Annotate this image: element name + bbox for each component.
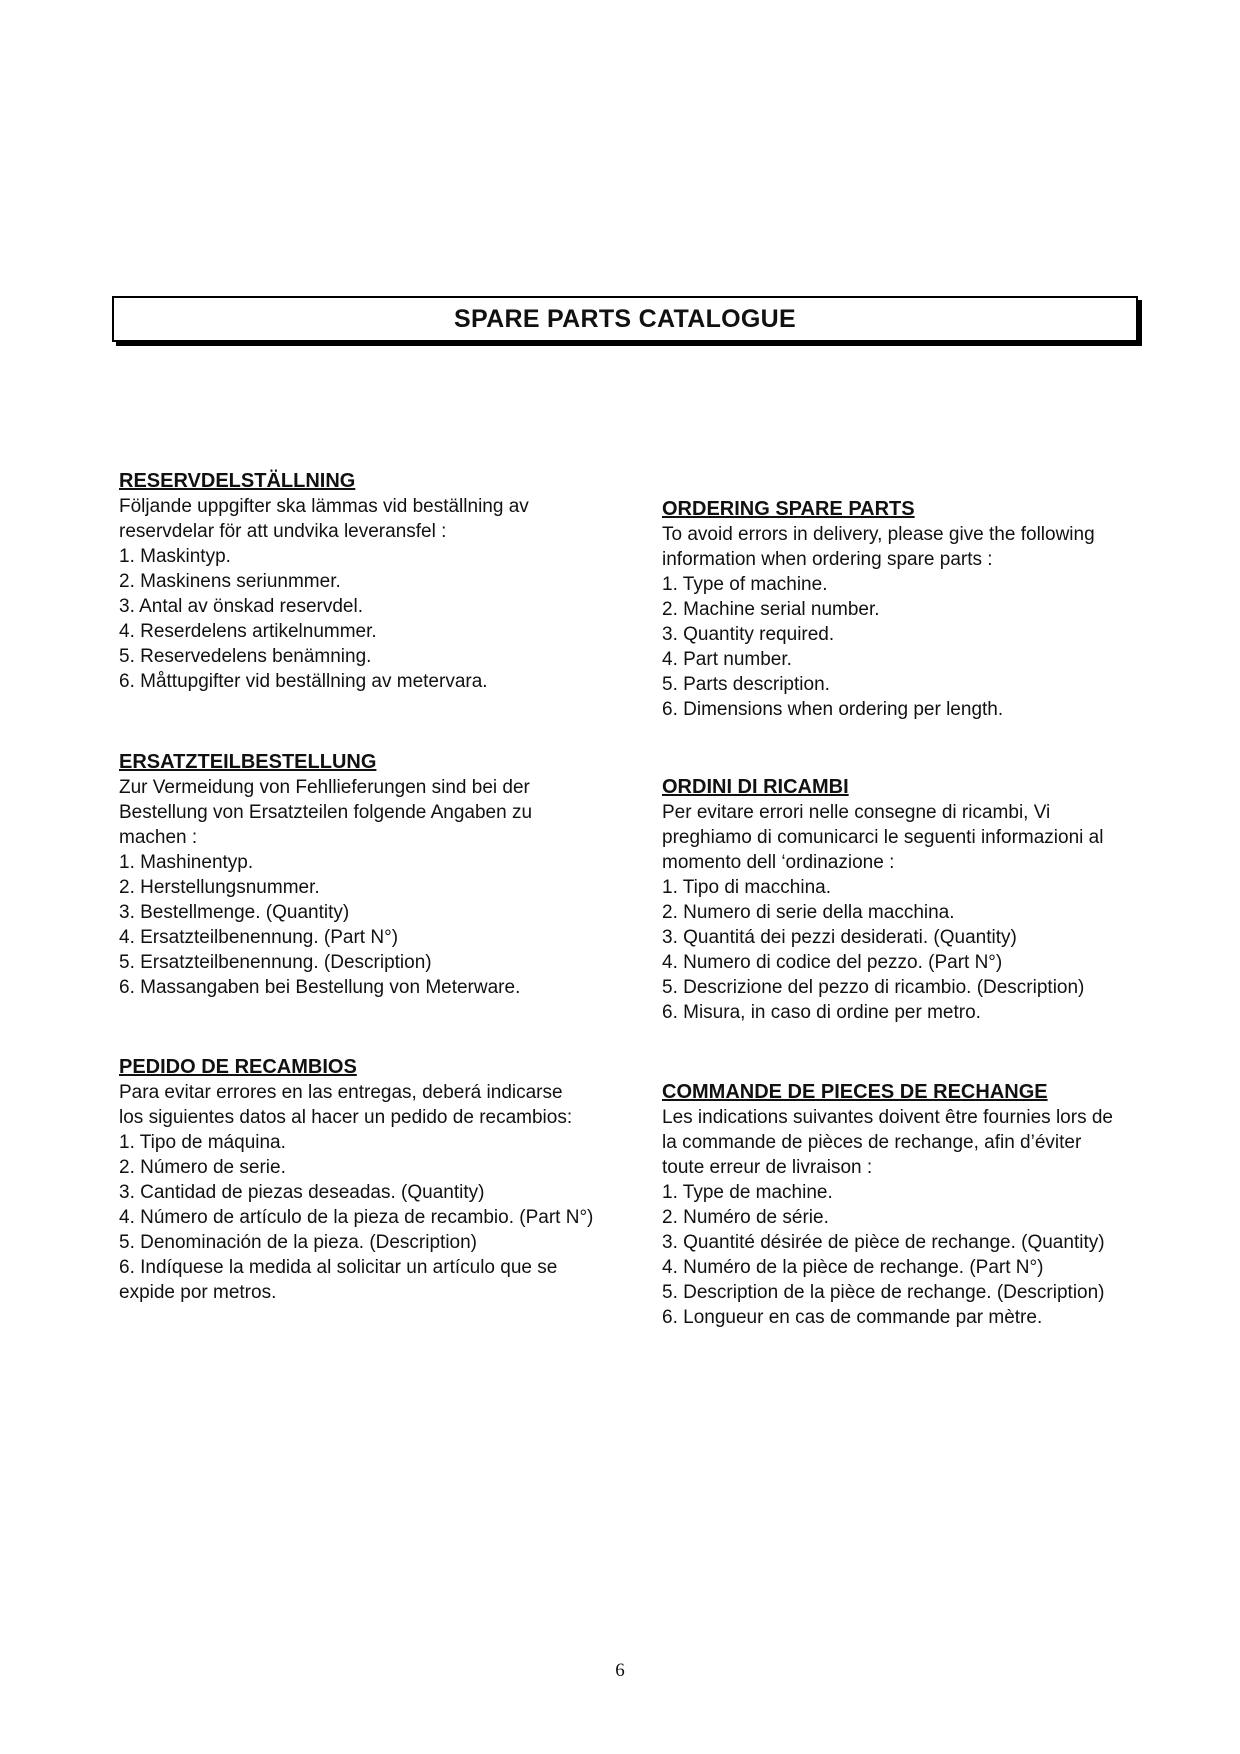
- item-list: [662, 1180, 1162, 1330]
- list-item: 6. Dimensions when ordering per length.: [662, 699, 1004, 720]
- section-heading: COMMANDE DE PIECES DE RECHANGE: [662, 1081, 1048, 1103]
- list-item: 5. Parts description.: [662, 674, 830, 695]
- list-item: 1. Tipo di macchina.: [662, 877, 831, 898]
- list-item: 4. Numéro de la pièce de rechange. (Part N°): [662, 1257, 1044, 1278]
- list-item: 4. Part number.: [662, 649, 792, 670]
- section-heading: RESERVDELSTÄLLNING: [119, 470, 356, 492]
- intro-line: la commande de pièces de rechange, afin d’éviter: [662, 1132, 1082, 1153]
- list-item: 3. Quantité désirée de pièce de rechange. (Quantity): [662, 1232, 1105, 1253]
- list-item: 2. Maskinens seriunmmer.: [119, 571, 341, 592]
- list-item: 2. Numero di serie della macchina.: [662, 902, 955, 923]
- intro-line: momento dell ‘ordinazione :: [662, 852, 895, 873]
- intro-line: toute erreur de livraison :: [662, 1157, 873, 1178]
- list-item: 4. Reserdelens artikelnummer.: [119, 621, 377, 642]
- list-item: 3. Quantitá dei pezzi desiderati. (Quantity): [662, 927, 1017, 948]
- list-item: 1. Type de machine.: [662, 1182, 833, 1203]
- list-item: 4. Número de artículo de la pieza de recambio. (Part N°): [119, 1207, 594, 1228]
- section-heading: PEDIDO DE RECAMBIOS: [119, 1056, 357, 1078]
- intro-line: Bestellung von Ersatzteilen folgende Angaben zu: [119, 802, 533, 823]
- list-item: 3. Quantity required.: [662, 624, 835, 645]
- list-item: 5. Reservedelens benämning.: [119, 646, 372, 667]
- section-heading: ORDERING SPARE PARTS: [662, 498, 915, 520]
- list-item: 4. Numero di codice del pezzo. (Part N°): [662, 952, 1003, 973]
- section-spanish: [119, 1055, 619, 1305]
- list-item: 2. Herstellungsnummer.: [119, 877, 320, 898]
- page-number: 6: [615, 1660, 625, 1681]
- item-list: [119, 850, 619, 1000]
- list-item: 3. Bestellmenge. (Quantity): [119, 902, 350, 923]
- intro-line: Per evitare errori nelle consegne di ricambi, Vi: [662, 802, 1051, 823]
- catalogue-title-box: [112, 296, 1138, 342]
- list-item: 6. Indíquese la medida al solicitar un artículo que se: [119, 1257, 558, 1278]
- list-item: 1. Type of machine.: [662, 574, 828, 595]
- list-item: 3. Cantidad de piezas deseadas. (Quantity): [119, 1182, 485, 1203]
- list-item: expide por metros.: [119, 1282, 277, 1303]
- intro-line: Para evitar errores en las entregas, deberá indicarse: [119, 1082, 563, 1103]
- list-item: 2. Machine serial number.: [662, 599, 880, 620]
- list-item: 6. Måttupgifter vid beställning av metervara.: [119, 671, 488, 692]
- section-german: [119, 750, 619, 1000]
- list-item: 1. Tipo de máquina.: [119, 1132, 286, 1153]
- intro-line: To avoid errors in delivery, please give the following: [662, 524, 1095, 545]
- section-italian: [662, 775, 1162, 1025]
- list-item: 1. Maskintyp.: [119, 546, 231, 567]
- section-heading: ERSATZTEILBESTELLUNG: [119, 751, 377, 773]
- list-item: 6. Massangaben bei Bestellung von Meterware.: [119, 977, 521, 998]
- intro-line: preghiamo di comunicarci le seguenti informazioni al: [662, 827, 1104, 848]
- list-item: 1. Mashinentyp.: [119, 852, 254, 873]
- intro-line: reservdelar för att undvika leveransfel :: [119, 521, 447, 542]
- list-item: 5. Ersatzteilbenennung. (Description): [119, 952, 432, 973]
- list-item: 4. Ersatzteilbenennung. (Part N°): [119, 927, 399, 948]
- intro-line: Zur Vermeidung von Fehllieferungen sind bei der: [119, 777, 530, 798]
- section-french: [662, 1080, 1162, 1330]
- list-item: 6. Misura, in caso di ordine per metro.: [662, 1002, 981, 1023]
- list-item: 6. Longueur en cas de commande par mètre.: [662, 1307, 1043, 1328]
- item-list: [662, 875, 1162, 1025]
- item-list: [119, 544, 619, 694]
- list-item: 2. Número de serie.: [119, 1157, 286, 1178]
- list-item: 2. Numéro de série.: [662, 1207, 829, 1228]
- intro-line: information when ordering spare parts :: [662, 549, 993, 570]
- page-title: SPARE PARTS CATALOGUE: [454, 304, 796, 333]
- intro-line: Följande uppgifter ska lämmas vid beställning av: [119, 496, 529, 517]
- section-swedish: [119, 469, 619, 694]
- section-heading: ORDINI DI RICAMBI: [662, 776, 849, 798]
- intro-line: Les indications suivantes doivent être fournies lors de: [662, 1107, 1113, 1128]
- item-list: [662, 572, 1162, 722]
- section-english: [662, 497, 1162, 722]
- intro-line: los siguientes datos al hacer un pedido de recambios:: [119, 1107, 573, 1128]
- list-item: 5. Description de la pièce de rechange. (Description): [662, 1282, 1105, 1303]
- list-item: 3. Antal av önskad reservdel.: [119, 596, 363, 617]
- intro-line: machen :: [119, 827, 198, 848]
- item-list: [119, 1130, 619, 1305]
- list-item: 5. Denominación de la pieza. (Description): [119, 1232, 478, 1253]
- list-item: 5. Descrizione del pezzo di ricambio. (Description): [662, 977, 1085, 998]
